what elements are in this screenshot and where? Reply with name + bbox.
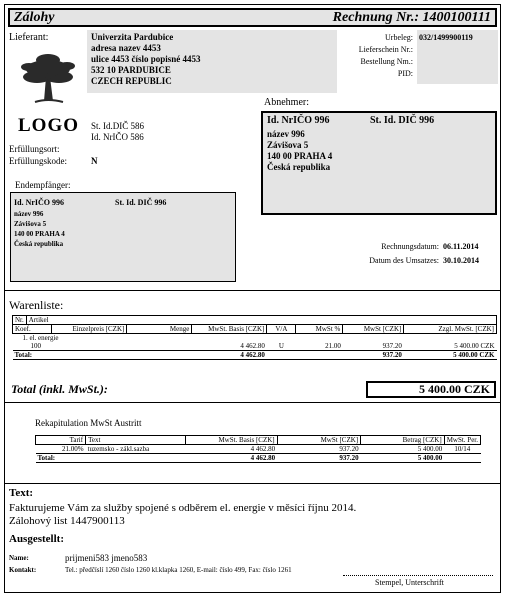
divider-1: [5, 290, 500, 291]
table-row: [36, 445, 481, 454]
customer-line-1: název 996: [267, 129, 305, 139]
recap-total-betrag: 5 400.00: [417, 454, 443, 462]
recap-total-basis: 4 462.80: [250, 454, 276, 462]
ref-label-1: Urbeleg:: [385, 33, 413, 42]
recap-total-mwst: 937.20: [339, 454, 359, 462]
item-va: U: [278, 342, 284, 350]
total-zzgl: 5 400.00 CZK: [453, 351, 495, 359]
divider-3: [5, 483, 500, 484]
recipient-line-2: Závišova 5: [14, 220, 47, 228]
recipient-ico: Id. NrIČO 996: [14, 198, 65, 207]
header-left-title: Zálohy: [14, 10, 55, 25]
issued-contact-label: Kontakt:: [9, 566, 37, 574]
supplier-line-5: CZECH REPUBLIC: [91, 76, 172, 86]
total-basis: 4 462.80: [240, 351, 265, 359]
ref-value-1: 032/1499900119: [419, 33, 473, 42]
warenliste-table: [12, 315, 497, 360]
col-va: V/A: [267, 325, 296, 334]
issued-name-value: prijmeni583 jmeno583: [65, 553, 148, 563]
supplier-line-1: Univerzita Pardubice: [91, 32, 174, 42]
table-row: [13, 342, 497, 351]
recap-table: [35, 435, 481, 463]
table-total-row: [13, 351, 497, 360]
customer-label: Abnehmer:: [264, 97, 309, 108]
recipient-line-3: 140 00 PRAHA 4: [14, 230, 65, 238]
customer-dic: St. Id. DIČ 996: [370, 115, 435, 126]
total-mwst: 937.20: [382, 351, 402, 359]
col-koef: Koef.: [13, 325, 52, 334]
signature-line: [343, 575, 493, 576]
recap-mwst: 937.20: [339, 445, 359, 453]
invoice-page: [4, 4, 501, 593]
invoice-number: Rechnung Nr.: 1400100111: [332, 10, 491, 25]
ref-label-4: PID:: [397, 69, 413, 78]
issued-contact-value: Tel.: předčíslí 1260 číslo 1260 kl.klapka 1260, E-mail: číslo 499, Fax: číslo 1261: [65, 566, 292, 574]
recap-col-text: Text: [86, 436, 186, 445]
recap-col-betrag: Betrag [CZK]: [361, 436, 445, 445]
recap-col-mwst: MwSt [CZK]: [277, 436, 360, 445]
customer-line-2: Závišova 5: [267, 140, 309, 150]
item-koef: 100: [30, 342, 41, 350]
recap-total-label: Total:: [37, 454, 56, 462]
invoice-date-label: Rechnungsdatum:: [381, 242, 439, 251]
col-einzelpreis: Einzelpreis [CZK]: [52, 325, 127, 334]
item-name: 1. el. energie: [22, 334, 59, 342]
supplier-line-4: 532 10 PARDUBICE: [91, 65, 171, 75]
col-nr: Nr.: [13, 316, 27, 325]
text-section-title: Text:: [9, 487, 34, 499]
recap-col-basis: MwSt. Basis [CZK]: [185, 436, 277, 445]
header-bar: [8, 8, 497, 27]
col-pct: MwSt %: [296, 325, 343, 334]
supplier-dic: St. Id.DIČ 586: [91, 121, 145, 131]
recap-betrag: 5 400.00: [417, 445, 443, 453]
recipient-dic: St. Id. DIČ 996: [115, 198, 167, 207]
customer-line-3: 140 00 PRAHA 4: [267, 151, 333, 161]
ref-label-3: Bestellung Nm.:: [360, 57, 413, 66]
stamp-label: Stempel, Unterschrift: [375, 578, 444, 587]
recap-basis: 4 462.80: [250, 445, 276, 453]
supply-date-value: 30.10.2014: [443, 256, 479, 265]
recap-total-row: [36, 454, 481, 463]
divider-2: [5, 402, 500, 403]
supplier-line-3: ulice 4453 číslo popisné 4453: [91, 54, 201, 64]
grand-total-value: 5 400.00 CZK: [366, 381, 496, 398]
item-mwst: 937.20: [382, 342, 402, 350]
customer-ico: Id. NrIČO 996: [267, 115, 330, 126]
total-label: Total:: [14, 351, 33, 359]
recipient-line-4: Česká republika: [14, 240, 64, 248]
item-zzgl: 5 400.00 CZK: [454, 342, 495, 350]
supply-date-label: Datum des Umsatzes:: [369, 256, 439, 265]
tree-logo-icon: [19, 51, 77, 107]
ref-label-2: Lieferschein Nr.:: [358, 45, 413, 54]
recap-per: 10/14: [454, 445, 471, 453]
text-line-2: Zálohový list 1447900113: [9, 515, 125, 527]
fulfil-code-label: Erfüllungskode:: [9, 156, 67, 166]
text-line-1: Fakturujeme Vám za služby spojené s odběrem el. energie v měsíci říjnu 2014.: [9, 502, 357, 514]
recap-text: tuzemsko - zákl.sazba: [87, 445, 150, 453]
recap-tarif: 21.00%: [61, 445, 84, 453]
recipient-line-1: název 996: [14, 210, 44, 218]
col-zzgl: Zzgl. MwSt. [CZK]: [404, 325, 497, 334]
col-mwst: MwSt [CZK]: [343, 325, 404, 334]
logo-text: LOGO: [18, 115, 80, 136]
table-row: [13, 334, 497, 343]
col-basis: MwSt. Basis [CZK]: [192, 325, 267, 334]
col-menge: Menge: [127, 325, 192, 334]
recipient-label: Endempfänger:: [15, 180, 71, 190]
fulfil-code-value: N: [91, 156, 98, 166]
supplier-ico: Id. NrIČO 586: [91, 132, 144, 142]
grand-total-label: Total (inkl. MwSt.):: [11, 382, 108, 396]
issued-title: Ausgestellt:: [9, 533, 64, 545]
item-basis: 4 462.80: [240, 342, 265, 350]
recap-col-per: MwSt. Per.: [444, 436, 480, 445]
warenliste-title: Warenliste:: [9, 298, 64, 312]
recap-title: Rekapitulation MwSt Austritt: [35, 418, 142, 428]
supplier-label: Lieferant:: [9, 32, 49, 43]
invoice-date-value: 06.11.2014: [443, 242, 479, 251]
fulfil-place-label: Erfüllungsort:: [9, 144, 60, 154]
col-artikel: Artikel: [26, 316, 496, 325]
customer-line-4: Česká republika: [267, 162, 331, 172]
item-pct: 21.00: [325, 342, 341, 350]
supplier-line-2: adresa nazev 4453: [91, 43, 161, 53]
issued-name-label: Name:: [9, 554, 29, 562]
recap-col-tarif: Tarif: [36, 436, 86, 445]
